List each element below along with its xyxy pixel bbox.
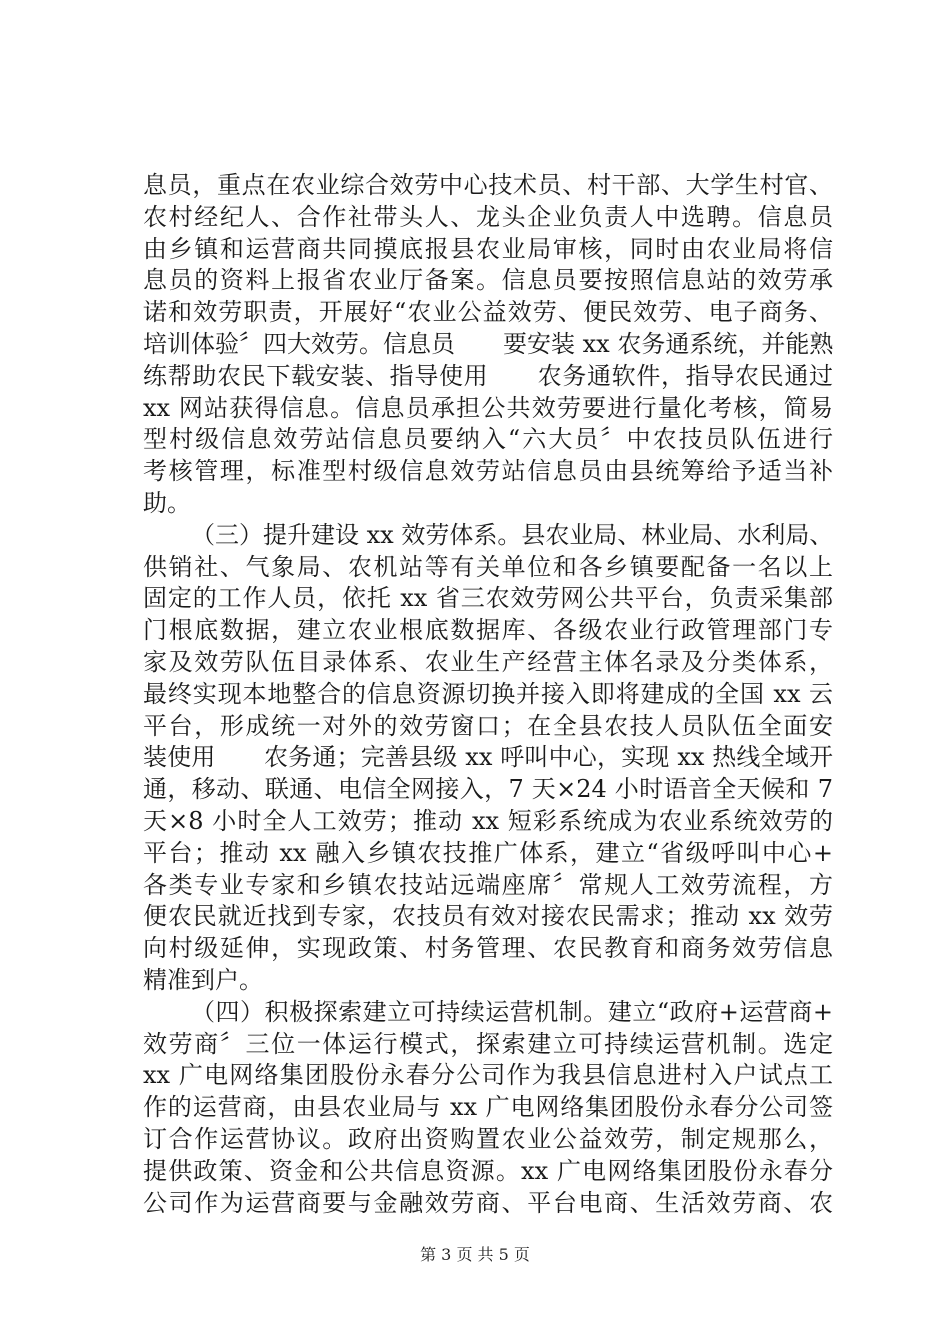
paragraph: [143, 997, 833, 1220]
text-line: 考核管理，标准型村级信息效劳站信息员由县统筹给予适当补: [143, 457, 833, 486]
text-line: 助。: [143, 488, 191, 517]
text-line: 天×8 小时全人工效劳；推动 xx 短彩系统成为农业系统效劳的: [143, 806, 833, 835]
text-line: 公司作为运营商要与金融效劳商、平台电商、生活效劳商、农: [143, 1188, 833, 1217]
text-line: 精准到户。: [143, 965, 263, 994]
text-line: 通，移动、联通、电信全网接入，7 天×24 小时语音全天候和 7: [143, 775, 833, 804]
text-line: 农村经纪人、合作社带头人、龙头企业负责人中选聘。信息员: [143, 202, 833, 231]
text-line: 培训体验〞四大效劳。信息员 要安装 xx 农务通系统，并能熟: [143, 329, 833, 358]
text-line: 型村级信息效劳站信息员要纳入“六大员〞中农技员队伍进行: [143, 425, 833, 454]
page-footer: 第 3 页 共 5 页: [420, 1245, 530, 1264]
text-line: 向村级延伸，实现政策、村务管理、农民教育和商务效劳信息: [143, 934, 833, 963]
paragraph: [143, 170, 833, 520]
text-line: 由乡镇和运营商共同摸底报县农业局审核，同时由农业局将信: [143, 234, 833, 263]
text-line: 平台，形成统一对外的效劳窗口；在全县农技人员队伍全面安: [143, 711, 833, 740]
text-line: 供销社、气象局、农机站等有关单位和各乡镇要配备一名以上: [143, 552, 833, 581]
text-line: 便农民就近找到专家，农技员有效对接农民需求；推动 xx 效劳: [143, 902, 833, 931]
text-line: 提供政策、资金和公共信息资源。xx 广电网络集团股份永春分: [143, 1156, 833, 1185]
text-line: 效劳商〞三位一体运行模式，探索建立可持续运营机制。选定: [143, 1029, 833, 1058]
text-line: 订合作运营协议。政府出资购置农业公益效劳，制定规那么，: [143, 1124, 833, 1153]
text-line: 固定的工作人员，依托 xx 省三农效劳网公共平台，负责采集部: [143, 584, 833, 613]
paragraph: [143, 520, 833, 997]
text-line: 门根底数据，建立农业根底数据库、各级农业行政管理部门专: [143, 616, 833, 645]
text-line: （四）积极探索建立可持续运营机制。建立“政府+运营商+: [191, 997, 833, 1026]
document-body: [143, 170, 833, 1219]
text-line: xx 网站获得信息。信息员承担公共效劳要进行量化考核，简易: [143, 393, 833, 422]
text-line: xx 广电网络集团股份永春分公司作为我县信息进村入户试点工: [143, 1061, 833, 1090]
text-line: 家及效劳队伍目录体系、农业生产经营主体名录及分类体系，: [143, 647, 833, 676]
text-line: 装使用 农务通；完善县级 xx 呼叫中心，实现 xx 热线全域开: [143, 743, 833, 772]
text-line: 各类专业专家和乡镇农技站远端座席〞常规人工效劳流程，方: [143, 870, 833, 899]
text-line: 最终实现本地整合的信息资源切换并接入即将建成的全国 xx 云: [143, 679, 833, 708]
text-line: 作的运营商，由县农业局与 xx 广电网络集团股份永春分公司签: [143, 1093, 833, 1122]
text-line: 练帮助农民下载安装、指导使用 农务通软件，指导农民通过: [143, 361, 833, 390]
text-line: （三）提升建设 xx 效劳体系。县农业局、林业局、水利局、: [191, 520, 833, 549]
text-line: 息员，重点在农业综合效劳中心技术员、村干部、大学生村官、: [143, 171, 833, 199]
text-line: 息员的资料上报省农业厅备案。信息员要按照信息站的效劳承: [143, 266, 833, 295]
text-line: 诺和效劳职责，开展好“农业公益效劳、便民效劳、电子商务、: [143, 298, 833, 327]
text-line: 平台；推动 xx 融入乡镇农技推广体系，建立“省级呼叫中心+: [143, 838, 833, 867]
